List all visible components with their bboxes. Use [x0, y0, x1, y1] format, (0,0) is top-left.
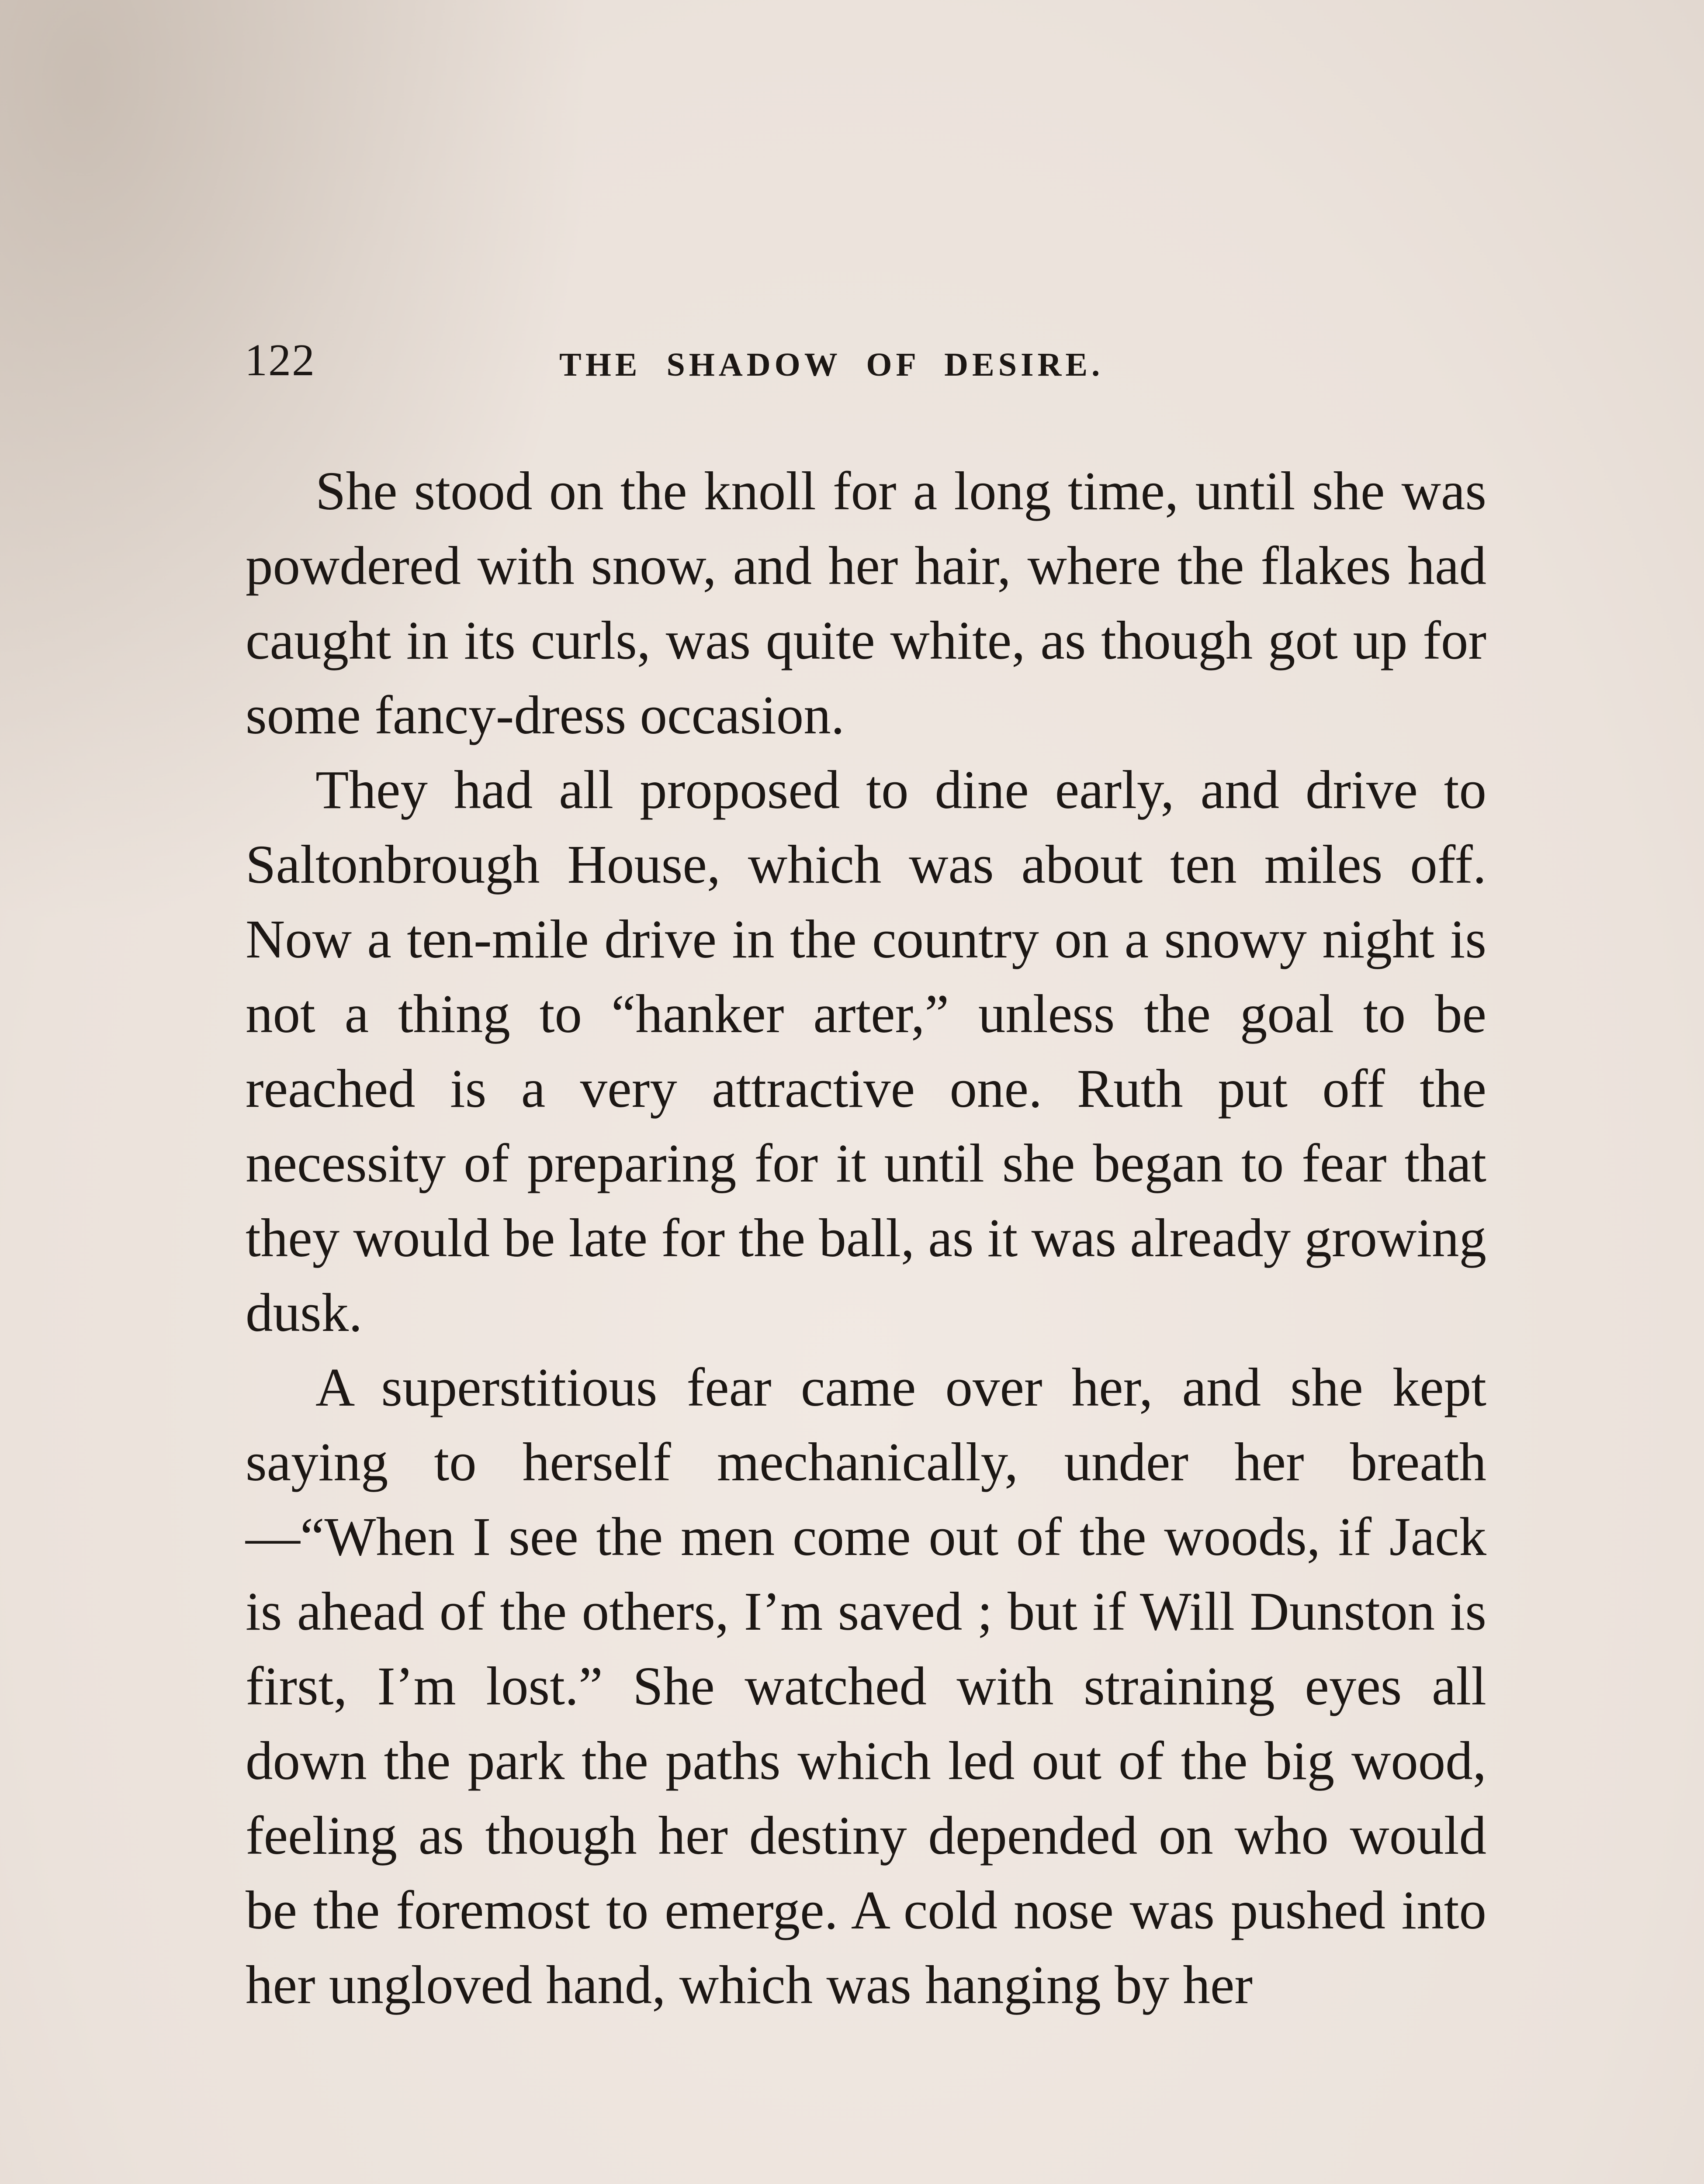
paragraph-3: A superstitious fear came over her, and she kept saying to herself mechanically, under her breath—“When I see the men come out of the woods, if Jack is ahead of the others, I’m saved ; but if Will Dunston is first, I’m lost.” She watched with straining eyes all down the park the paths which led out of the big wood, feeling as though her destiny depended on who would be the foremost to emerge. A cold nose was pushed into her ungloved hand, which was hanging by her [246, 1358, 1486, 2015]
page-number: 122 [245, 335, 315, 385]
running-title: THE SHADOW OF DESIRE. [559, 346, 1104, 383]
body-text [246, 454, 1486, 2023]
running-head [245, 332, 1197, 402]
paragraph-1: She stood on the knoll for a long time, until she was powdered with snow, and her hair, where the flakes had caught in its curls, was quite white, as though got up for some fancy-dress occasion. [246, 461, 1486, 746]
paragraph-2: They had all proposed to dine early, and drive to Saltonbrough House, which was about ten miles off. Now a ten-mile drive in the country on a snowy night is not a thing to “hanker arter,” unless the goal to be reached is a very attractive one. Ruth put off the necessity of preparing for it until she began to fear that they would be late for the ball, as it was already growing dusk. [246, 760, 1486, 1343]
